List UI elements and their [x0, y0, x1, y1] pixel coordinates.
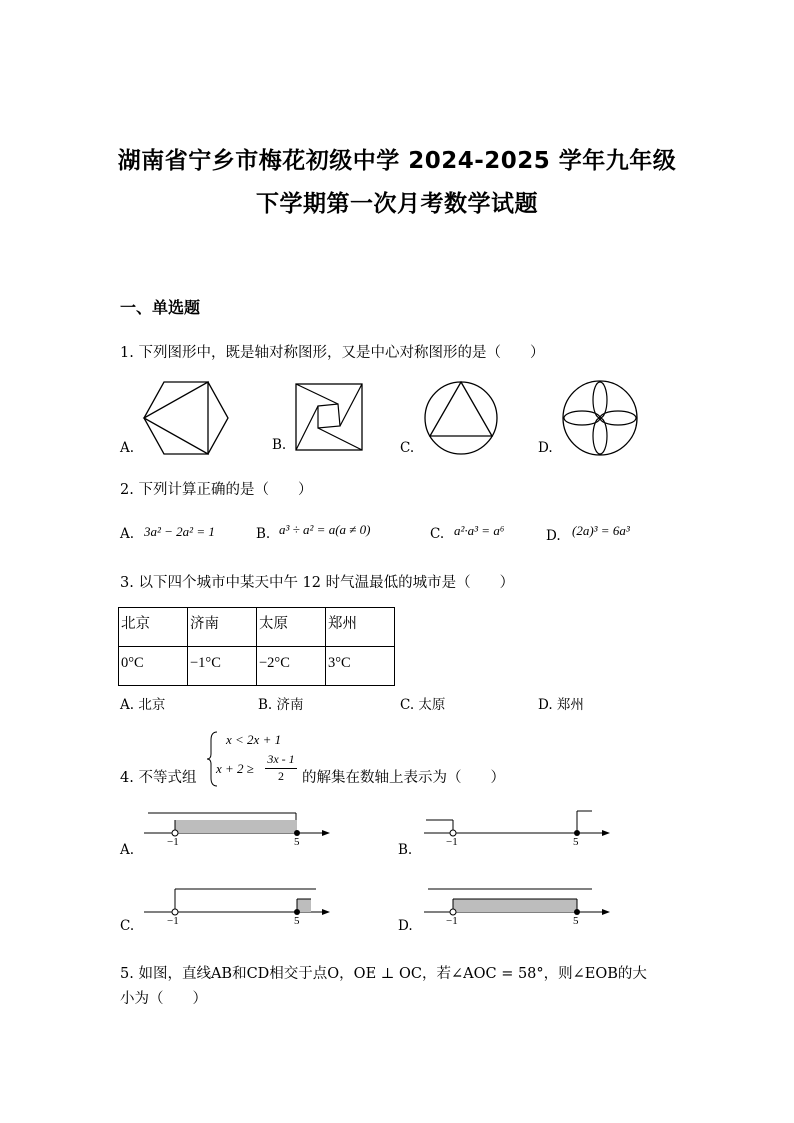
q2-label-a: A.	[120, 526, 135, 542]
q3-option-b: B. 济南	[258, 697, 304, 713]
temp-beijing: 0°C	[121, 655, 144, 671]
tick-5-d: 5	[573, 915, 579, 927]
table-cell	[119, 647, 188, 686]
temperature-table	[118, 607, 395, 686]
tick-5-b: 5	[573, 836, 579, 848]
tick-5-c: 5	[294, 915, 300, 927]
q1-figure-a-hexagon-triangle	[142, 380, 230, 456]
temp-taiyuan: −2°C	[259, 655, 290, 671]
city-jinan: 济南	[190, 616, 219, 632]
table-cell	[326, 608, 395, 647]
q4-label-a: A.	[120, 842, 135, 858]
city-taiyuan: 太原	[259, 616, 288, 632]
q2-label-c: C.	[430, 526, 445, 542]
q2-option-c: a²·a³ = a⁶	[454, 523, 505, 538]
question-1-stem: 1. 下列图形中，既是轴对称图形，又是中心对称图形的是（ ）	[120, 345, 545, 361]
q2-option-d: (2a)³ = 6a³	[572, 523, 630, 538]
q1-label-b: B.	[272, 437, 287, 453]
table-row	[119, 608, 395, 647]
q1-label-d: D.	[538, 440, 553, 456]
temp-jinan: −1°C	[190, 655, 221, 671]
inequality-2-left: x + 2 ≥	[216, 761, 254, 776]
q2-label-d: D.	[546, 528, 561, 544]
tick-5-a: 5	[294, 836, 300, 848]
q3-option-a: A. 北京	[120, 697, 166, 713]
city-zhengzhou: 郑州	[328, 616, 357, 632]
question-4-stem-suffix: 的解集在数轴上表示为（ ）	[302, 770, 505, 786]
q1-figure-b-square-pinwheel	[294, 382, 366, 454]
document-title-line1: 湖南省宁乡市梅花初级中学 2024-2025 学年九年级	[117, 148, 677, 174]
city-beijing: 北京	[121, 616, 150, 632]
q4-label-c: C.	[120, 918, 135, 934]
q4-label-b: B.	[398, 842, 413, 858]
q1-figure-d-circle-petals	[561, 379, 639, 457]
tick-neg1-d: −1	[446, 915, 458, 927]
question-5-stem-line1: 5. 如图，直线AB和CD相交于点O，OE ⊥ OC，若∠AOC = 58°，则∠EOB的大	[120, 966, 647, 982]
section-heading: 一、单选题	[120, 298, 201, 317]
q3-option-c: C. 太原	[400, 697, 446, 713]
q4-label-d: D.	[398, 918, 413, 934]
q1-label-c: C.	[400, 440, 415, 456]
tick-neg1-a: −1	[167, 836, 179, 848]
system-brace	[206, 730, 220, 788]
tick-neg1-b: −1	[446, 836, 458, 848]
table-row	[119, 647, 395, 686]
table-cell	[188, 608, 257, 647]
inequality-2-denominator: 2	[278, 769, 284, 783]
inequality-1: x < 2x + 1	[226, 732, 282, 747]
q2-option-a: 3a² − 2a² = 1	[144, 524, 215, 539]
table-cell	[257, 647, 326, 686]
question-5-stem-line2: 小为（ ）	[120, 991, 207, 1007]
table-cell	[326, 647, 395, 686]
document-title-line2: 下学期第一次月考数学试题	[256, 191, 538, 217]
inequality-2-numerator: 3x - 1	[267, 752, 295, 766]
question-4-stem-prefix: 4. 不等式组	[120, 770, 197, 786]
tick-neg1-c: −1	[167, 915, 179, 927]
question-2-stem: 2. 下列计算正确的是（ ）	[120, 482, 313, 498]
q2-option-b: a³ ÷ a² = a(a ≠ 0)	[279, 522, 371, 537]
q2-label-b: B.	[256, 526, 271, 542]
question-3-stem: 3. 以下四个城市中某天中午 12 时气温最低的城市是（ ）	[120, 575, 515, 591]
temp-zhengzhou: 3°C	[328, 655, 351, 671]
q1-label-a: A.	[120, 440, 135, 456]
q3-option-d: D. 郑州	[538, 697, 584, 713]
q1-figure-c-circle-triangle	[423, 380, 499, 456]
table-cell	[257, 608, 326, 647]
table-cell	[119, 608, 188, 647]
table-cell	[188, 647, 257, 686]
